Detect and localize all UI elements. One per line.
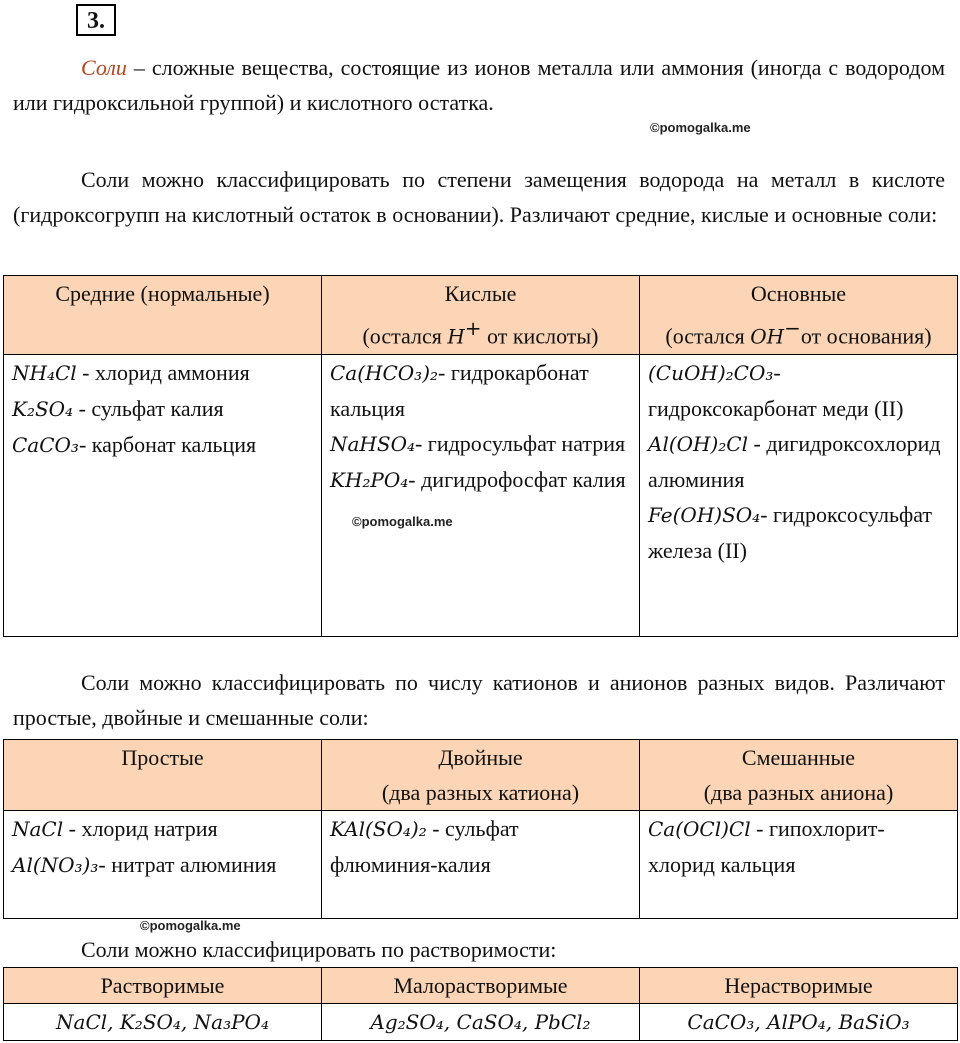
watermark: ©pomogalka.me: [650, 120, 751, 135]
header-acid-salts: Кислые (остался H+ от кислоты): [322, 276, 640, 355]
list-item: KAl(SO₄)₂ - сульфат флюминия-калия: [330, 816, 519, 877]
cell-acid-salts: [322, 355, 640, 637]
list-item: Al(OH)₂Cl - дигидроксохлорид алюминия: [648, 431, 941, 493]
list-item: Fe(OH)SO₄- гидроксосульфат железа (II): [648, 502, 933, 564]
header-double-salts: Двойные (два разных катиона): [322, 740, 640, 811]
list-item: KH₂PO₄- дигидрофосфат калия: [330, 467, 626, 493]
table-substitution: [3, 275, 958, 637]
list-item: Ca(HCO₃)₂- гидрокарбонат кальция: [330, 360, 589, 422]
header-insoluble: Нерастворимые: [640, 968, 958, 1004]
cell-double-salts: [322, 811, 640, 919]
list-item: Al(NO₃)₃- нитрат алюминия: [12, 852, 277, 877]
cell-mixed-salts: [640, 811, 958, 919]
header-middle-salts: Средние (нормальные): [4, 276, 322, 355]
list-item: NaHSO₄- гидросульфат натрия: [330, 431, 626, 457]
ions-text: Соли можно классифицировать по числу катионов и анионов разных видов. Различают простые, двойные и смешанные соли:: [13, 670, 945, 730]
header-simple-salts: Простые: [4, 740, 322, 811]
list-item: NaCl - хлорид натрия: [12, 816, 218, 841]
solubility-paragraph: [13, 932, 945, 967]
solubility-text: Соли можно классифицировать по растворимости:: [81, 937, 557, 962]
list-item: K₂SO₄ - сульфат калия: [12, 396, 224, 422]
watermark: ©pomogalka.me: [352, 514, 453, 530]
list-item: (CuOH)₂CO₃- гидроксокарбонат меди (II): [648, 360, 904, 422]
definition-paragraph: [13, 50, 945, 120]
term-salts: Соли: [81, 55, 127, 80]
list-item: Ca(OCl)Cl - гипохлорит-хлорид кальция: [648, 816, 885, 877]
substitution-text: Соли можно классифицировать по степени замещения водорода на металл в кислоте (гидроксогрупп на кислотный остаток в основании). Различают средние, кислые и основные соли:: [13, 167, 945, 227]
list-item: NH₄Cl - хлорид аммония: [12, 360, 250, 386]
cell-basic-salts: [640, 355, 958, 637]
watermark: ©pomogalka.me: [140, 918, 241, 933]
cell-simple-salts: [4, 811, 322, 919]
header-slightly-soluble: Малорастворимые: [322, 968, 640, 1004]
cell-slightly-soluble: Ag₂SO₄, CaSO₄, PbCl₂: [322, 1004, 640, 1041]
ions-paragraph: [13, 665, 945, 735]
cell-soluble: NaCl, K₂SO₄, Na₃PO₄: [4, 1004, 322, 1041]
header-basic-salts: Основные (остался OH−от основания): [640, 276, 958, 355]
cell-middle-salts: [4, 355, 322, 637]
list-item: CaCO₃- карбонат кальция: [12, 432, 257, 458]
definition-text: – сложные вещества, состоящие из ионов металла или аммония (иногда с водородом или гидроксильной группой) и кислотного остатка.: [13, 55, 945, 115]
header-soluble: Растворимые: [4, 968, 322, 1004]
substitution-paragraph: [13, 162, 945, 232]
cell-insoluble: CaCO₃, AlPO₄, BaSiO₃: [640, 1004, 958, 1041]
header-mixed-salts: Смешанные (два разных аниона): [640, 740, 958, 811]
task-number: 3.: [76, 4, 116, 36]
table-ions: [3, 739, 958, 919]
table-solubility: [3, 967, 958, 1041]
